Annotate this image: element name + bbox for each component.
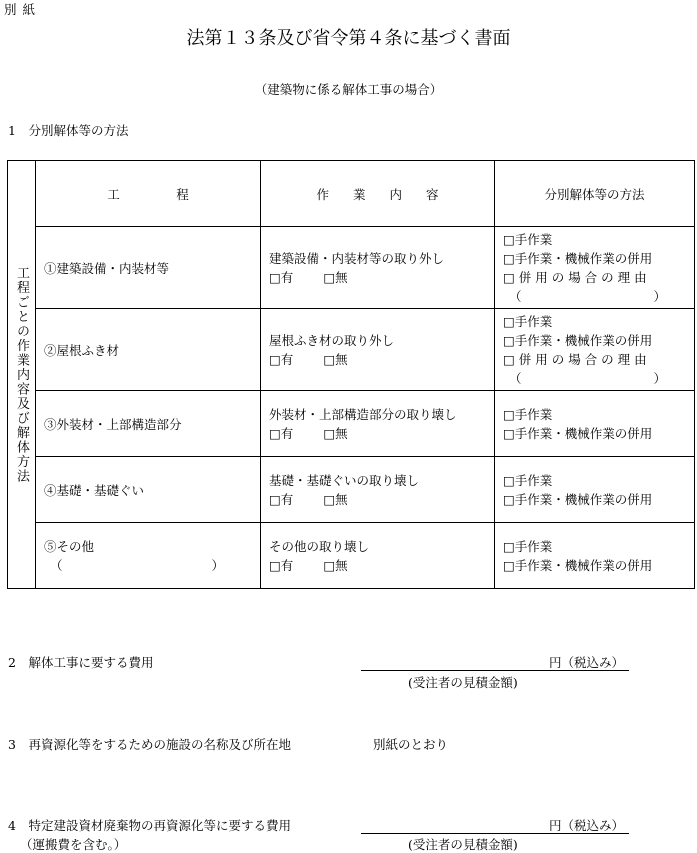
table-row (8, 523, 695, 589)
section1-heading: 1 分別解体等の方法 (8, 123, 129, 138)
method-combined-checkbox[interactable]: □手作業・機械作業の併用 (503, 425, 653, 441)
sheet-label: 別紙 (4, 2, 42, 17)
vertical-label-cell (8, 161, 36, 589)
method-cell (495, 309, 695, 391)
method-manual-checkbox[interactable]: □手作業 (503, 472, 553, 488)
work-cell: 外装材・上部構造部分の取り壊し □有 □無 (261, 391, 495, 457)
other-process-field[interactable]: （ ） (50, 557, 224, 573)
reason-field[interactable]: （ ） (509, 288, 666, 304)
method-combined-checkbox[interactable]: □手作業・機械作業の併用 (503, 332, 653, 348)
method-combined-checkbox[interactable]: □手作業・機械作業の併用 (503, 557, 653, 573)
reason-field[interactable]: （ ） (509, 370, 666, 386)
method-manual-checkbox[interactable]: □手作業 (503, 538, 553, 554)
none-checkbox[interactable]: □無 (323, 425, 348, 441)
none-checkbox[interactable]: □無 (323, 491, 348, 507)
work-cell: 建築設備・内装材等の取り外し □有 □無 (261, 227, 495, 309)
has-checkbox[interactable]: □有 (269, 351, 294, 367)
reason-checkbox[interactable]: □ 併 用 の 場 合 の 理 由 (503, 351, 647, 367)
table-row (8, 457, 695, 523)
work-cell: 基礎・基礎ぐいの取り壊し □有 □無 (261, 457, 495, 523)
section4-label: 4 特定建設資材廃棄物の再資源化等に要する費用 (8, 818, 291, 833)
method-combined-checkbox[interactable]: □手作業・機械作業の併用 (503, 250, 653, 266)
method-manual-checkbox[interactable]: □手作業 (503, 406, 553, 422)
process-cell: ⑤その他 （ ） (36, 523, 261, 589)
work-cell: その他の取り壊し □有 □無 (261, 523, 495, 589)
none-checkbox[interactable]: □無 (323, 269, 348, 285)
table-row (8, 391, 695, 457)
document-title: 法第１３条及び省令第４条に基づく書面 (186, 28, 511, 49)
section4-sublabel: （運搬費を含む。） (20, 837, 127, 852)
method-cell (495, 457, 695, 523)
method-cell (495, 227, 695, 309)
vertical-label: 工程ごとの作業内容及び解体方法 (14, 265, 29, 484)
section3-value: 別紙のとおり (373, 737, 449, 752)
method-manual-checkbox[interactable]: □手作業 (503, 231, 553, 247)
none-checkbox[interactable]: □無 (323, 351, 348, 367)
method-cell (495, 523, 695, 589)
column-header-work: 作 業 内 容 (261, 161, 495, 227)
work-cell: 屋根ふき材の取り外し □有 □無 (261, 309, 495, 391)
section4-note: (受注者の見積金額) (408, 837, 518, 852)
method-manual-checkbox[interactable]: □手作業 (503, 313, 553, 329)
section2-amount-line[interactable] (361, 670, 629, 671)
table-header-row (8, 161, 695, 227)
method-cell (495, 391, 695, 457)
dismantling-method-table (7, 160, 695, 589)
table-row (8, 227, 695, 309)
table-row (8, 309, 695, 391)
has-checkbox[interactable]: □有 (269, 425, 294, 441)
reason-checkbox[interactable]: □ 併 用 の 場 合 の 理 由 (503, 269, 647, 285)
section2-note: (受注者の見積金額) (408, 675, 518, 690)
process-cell: ③外装材・上部構造部分 (36, 391, 261, 457)
section4-yen: 円（税込み） (549, 818, 625, 833)
section3-label: 3 再資源化等をするための施設の名称及び所在地 (8, 737, 291, 752)
has-checkbox[interactable]: □有 (269, 491, 294, 507)
method-combined-checkbox[interactable]: □手作業・機械作業の併用 (503, 491, 653, 507)
section2-yen: 円（税込み） (549, 655, 625, 670)
document-subtitle: （建築物に係る解体工事の場合） (254, 82, 443, 97)
has-checkbox[interactable]: □有 (269, 557, 294, 573)
none-checkbox[interactable]: □無 (323, 557, 348, 573)
section4-amount-line[interactable] (361, 833, 629, 834)
column-header-process: 工 程 (36, 161, 261, 227)
process-cell: ①建築設備・内装材等 (36, 227, 261, 309)
process-cell: ②屋根ふき材 (36, 309, 261, 391)
section2-label: 2 解体工事に要する費用 (8, 655, 154, 670)
has-checkbox[interactable]: □有 (269, 269, 294, 285)
process-cell: ④基礎・基礎ぐい (36, 457, 261, 523)
column-header-method: 分別解体等の方法 (495, 161, 695, 227)
